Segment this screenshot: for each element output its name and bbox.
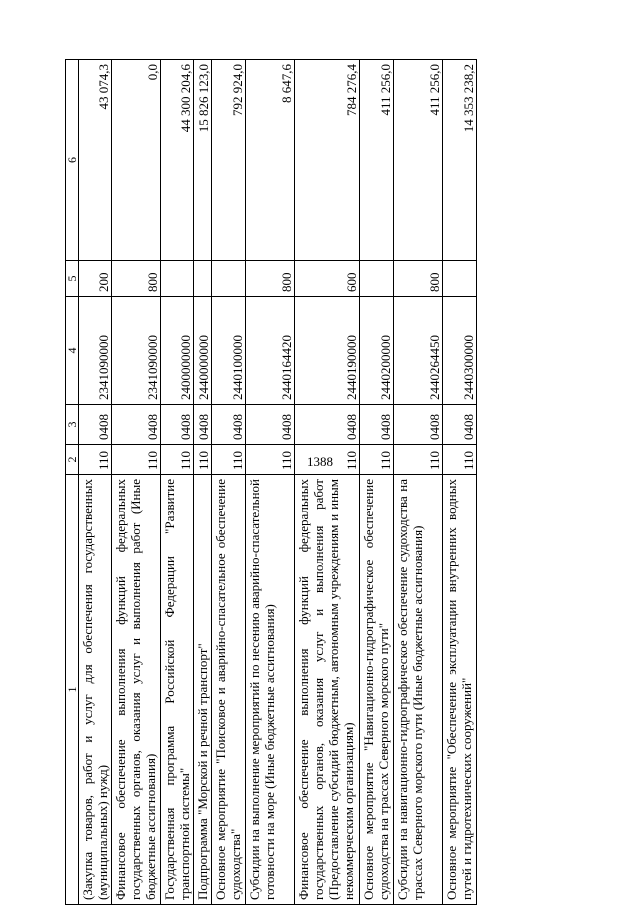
- row-ministry-code: 110: [194, 445, 212, 475]
- row-section-code: 0408: [79, 405, 112, 445]
- column-header: 5: [66, 261, 79, 297]
- row-section-code: 0408: [112, 405, 161, 445]
- row-amount: 792 924,0: [212, 60, 246, 261]
- table-row: [194, 60, 212, 905]
- row-target-article-code: 2440300000: [443, 297, 477, 405]
- row-section-code: 0408: [295, 405, 360, 445]
- row-target-article-code: 2440264450: [394, 297, 443, 405]
- row-description: Государственная программа Российской Федерации "Развитие транспортной системы": [161, 475, 194, 905]
- row-target-article-code: 2341090000: [112, 297, 161, 405]
- row-target-article-code: 2440000000: [194, 297, 212, 405]
- row-expense-type-code: 800: [112, 261, 161, 297]
- row-description: Подпрограмма "Морской и речной транспорт": [194, 475, 212, 905]
- row-amount: 8 647,6: [246, 60, 295, 261]
- row-description: Субсидии на выполнение мероприятий по несению аварийно-спасательной готовности на море (Иные бюджетные ассигнования): [246, 475, 295, 905]
- row-amount: 44 300 204,6: [161, 60, 194, 261]
- row-section-code: 0408: [212, 405, 246, 445]
- table-row: [360, 60, 394, 905]
- row-expense-type-code: [161, 261, 194, 297]
- row-description: Финансовое обеспечение выполнения функций федеральных государственных органов, оказания услуг и выполнения работ (Иные бюджетные ассигнования): [112, 475, 161, 905]
- table-header-row: [66, 60, 79, 905]
- row-ministry-code: 110: [212, 445, 246, 475]
- row-amount: 411 256,0: [360, 60, 394, 261]
- row-ministry-code: 110: [394, 445, 443, 475]
- column-header: 3: [66, 405, 79, 445]
- row-ministry-code: 110: [79, 445, 112, 475]
- row-description: Основное мероприятие "Обеспечение эксплуатации внутренних водных путей и гидротехнических сооружений": [443, 475, 477, 905]
- row-ministry-code: 110: [112, 445, 161, 475]
- row-ministry-code: 110: [246, 445, 295, 475]
- row-target-article-code: 2440100000: [212, 297, 246, 405]
- row-description: Основное мероприятие "Поисковое и аварийно-спасательное обеспечение судоходства": [212, 475, 246, 905]
- row-description: (Закупка товаров, работ и услуг для обеспечения государственных (муниципальных) нужд): [79, 475, 112, 905]
- row-description: Финансовое обеспечение выполнения функций федеральных государственных органов, оказания услуг и выполнения работ (Предоставление субсидий бюджетным, автономным учреждениям и иным некоммерческим организациям): [295, 475, 360, 905]
- row-amount: 784 276,4: [295, 60, 360, 261]
- table-row: [112, 60, 161, 905]
- row-expense-type-code: 600: [295, 261, 360, 297]
- row-target-article-code: 2440190000: [295, 297, 360, 405]
- row-ministry-code: 110: [443, 445, 477, 475]
- row-section-code: 0408: [443, 405, 477, 445]
- row-description: Субсидии на навигационно-гидрографическое обеспечение судоходства на трассах Северного морского пути (Иные бюджетные ассигнования): [394, 475, 443, 905]
- row-target-article-code: 2440200000: [360, 297, 394, 405]
- row-ministry-code: 110: [295, 445, 360, 475]
- row-amount: 411 256,0: [394, 60, 443, 261]
- row-amount: 15 826 123,0: [194, 60, 212, 261]
- row-expense-type-code: [360, 261, 394, 297]
- row-amount: 14 353 238,2: [443, 60, 477, 261]
- column-header: 1: [66, 475, 79, 905]
- table-row: [394, 60, 443, 905]
- table-row: [79, 60, 112, 905]
- column-header: 6: [66, 60, 79, 261]
- rotated-table-container: [65, 60, 630, 905]
- row-expense-type-code: [212, 261, 246, 297]
- row-expense-type-code: 800: [394, 261, 443, 297]
- table-row: [295, 60, 360, 905]
- row-section-code: 0408: [246, 405, 295, 445]
- column-header: 2: [66, 445, 79, 475]
- row-expense-type-code: [194, 261, 212, 297]
- row-section-code: 0408: [394, 405, 443, 445]
- row-amount: 43 074,3: [79, 60, 112, 261]
- row-expense-type-code: 800: [246, 261, 295, 297]
- row-target-article-code: 2341090000: [79, 297, 112, 405]
- row-target-article-code: 2440164420: [246, 297, 295, 405]
- row-section-code: 0408: [194, 405, 212, 445]
- row-amount: 0,0: [112, 60, 161, 261]
- row-ministry-code: 110: [360, 445, 394, 475]
- row-target-article-code: 2400000000: [161, 297, 194, 405]
- row-section-code: 0408: [360, 405, 394, 445]
- row-expense-type-code: [443, 261, 477, 297]
- column-header: 4: [66, 297, 79, 405]
- table-row: [443, 60, 477, 905]
- table-row: [246, 60, 295, 905]
- table-row: [161, 60, 194, 905]
- page-number: 1388: [307, 454, 333, 469]
- row-ministry-code: 110: [161, 445, 194, 475]
- table-row: [212, 60, 246, 905]
- row-section-code: 0408: [161, 405, 194, 445]
- row-expense-type-code: 200: [79, 261, 112, 297]
- budget-table: [65, 59, 477, 905]
- row-description: Основное мероприятие "Навигационно-гидрографическое обеспечение судоходства на трассах Северного морского пути": [360, 475, 394, 905]
